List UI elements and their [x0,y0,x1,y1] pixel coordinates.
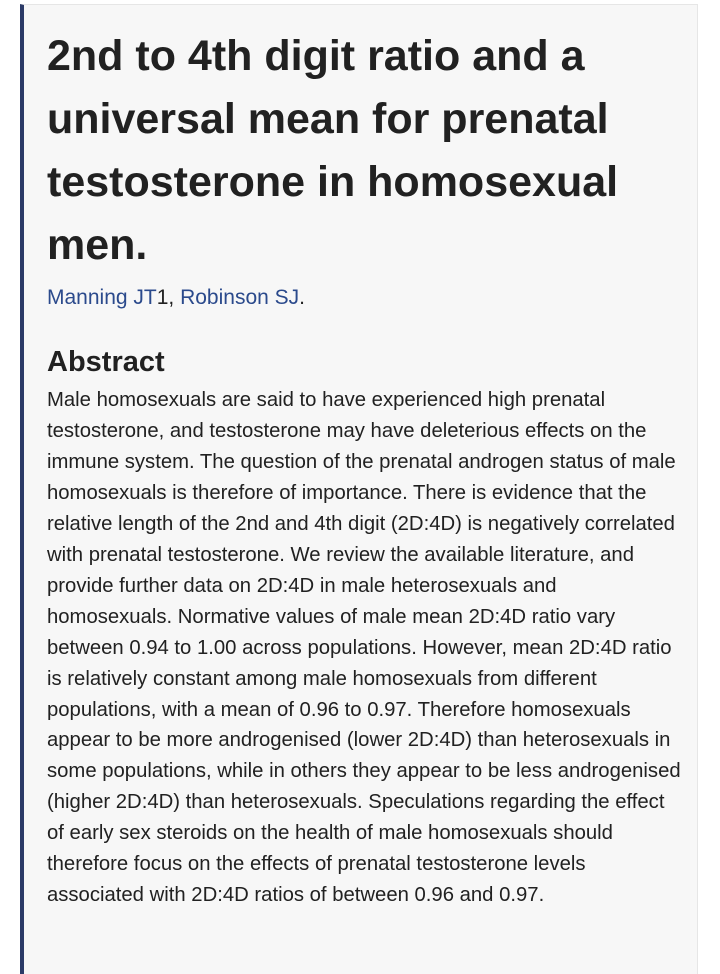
article-content [47,25,687,911]
abstract-heading: Abstract [47,346,165,378]
article-card [20,4,698,974]
author-separator: , [168,286,181,309]
author-list [47,283,687,313]
author-list-end: . [299,286,305,309]
author-link-manning[interactable]: Manning JT [47,286,157,309]
article-title: 2nd to 4th digit ratio and a universal mean for prenatal testosterone in homosexual men. [47,32,619,269]
author-link-robinson[interactable]: Robinson SJ [180,286,300,309]
abstract-body: Male homosexuals are said to have experienced high prenatal testosterone, and testosterone may have deleterious effects on the immune system. The question of the prenatal androgen status of male homosexuals is therefore of importance. There is evidence that the relative length of the 2nd and 4th digit (2D:4D) is negatively correlated with prenatal testosterone. We review the available literature, and provide further data on 2D:4D in male heterosexuals and homosexuals. Normative values of male mean 2D:4D ratio vary between 0.94 to 1.00 across populations. However, mean 2D:4D ratio is relatively constant among male homosexuals from different populations, with a mean of 0.96 to 0.97. Therefore homosexuals appear to be more androgenised (lower 2D:4D) than heterosexuals in some populations, while in others they appear to be less androgenised (higher 2D:4D) than heterosexuals. Speculations regarding the effect of early sex steroids on the health of male homosexuals should therefore focus on the effects of prenatal testosterone levels associated with 2D:4D ratios of between 0.96 and 0.97. [47,389,681,907]
affiliation-mark: 1 [156,286,169,309]
